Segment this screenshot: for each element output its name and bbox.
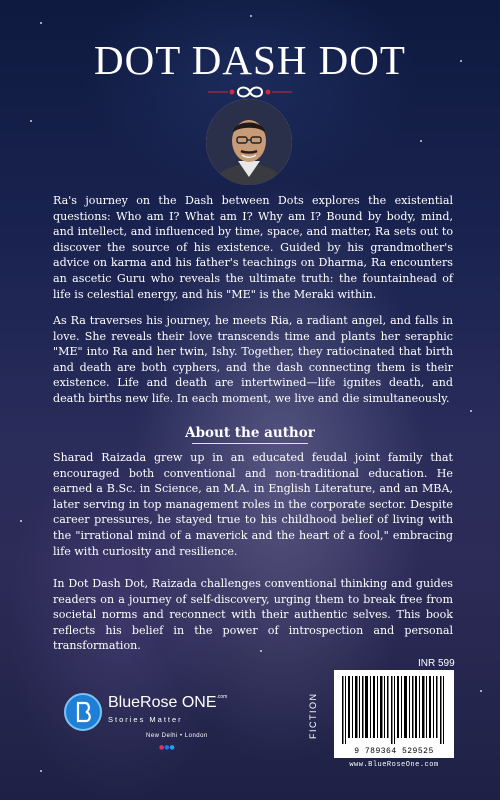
star (420, 140, 422, 142)
book-title: DOT DASH DOT (94, 37, 406, 83)
author-photo (206, 99, 292, 185)
isbn-number: 9 789364 529525 (354, 747, 434, 756)
infinity-logo-icon (208, 84, 292, 100)
about-author-heading: About the author (185, 425, 315, 441)
synopsis-paragraph-2: As Ra traverses his journey, he meets Ria, a radiant angel, and falls in love. She reveals their love transcends time and plants her seraphic "ME" into Ra and her twin, Ishy. Together, they ratiocinated that birth and death are both cyphers, and the dash connecting them is their existence. Life and death are intertwined—life ignites death, and death births new life. In each moment, we live and die simultaneously. (53, 314, 453, 405)
barcode (334, 670, 454, 758)
genre-label: FICTION (308, 692, 318, 740)
price-label: INR 599 (418, 658, 455, 669)
publisher-locations: New Delhi • London (146, 733, 208, 739)
star (30, 120, 32, 122)
publisher-name-text: BlueRose ONE (108, 694, 217, 711)
synopsis-paragraph-1: Ra's journey on the Dash between Dots explores the existential questions: Who am I? What am I? Why am I? Bound by body, mind, and intellect, and influenced by time, space, and matter, Ra sets out to discover the source of his existence. Guided by his grandmother's advice on karma and his father's teachings on Dharma, Ra encounters an ascetic Guru who reveals the ultimate truth: the fountainhead of life is celestial energy, and his "ME" is the Meraki within. (53, 194, 453, 301)
heading-underline (192, 443, 308, 444)
author-bio-paragraph-2: In Dot Dash Dot, Raizada challenges conventional thinking and guides readers on a journey of self-discovery, urging them to break free from societal norms and reconnect with their authentic selves. This book reflects his belief in the power of introspection and personal transformation. (53, 577, 453, 653)
star (40, 22, 42, 24)
star (250, 15, 252, 17)
star (480, 690, 482, 692)
star (20, 520, 22, 522)
publisher-name (108, 694, 227, 712)
barcode-icon (334, 670, 454, 746)
publisher-suffix: .com (216, 694, 228, 700)
bluerose-logo-icon (64, 693, 102, 731)
publisher-tagline: Stories Matter (108, 715, 183, 724)
star (40, 770, 42, 772)
star (470, 410, 472, 412)
publisher-website: www.BlueRoseOne.com (349, 761, 439, 769)
author-bio-paragraph-1: Sharad Raizada grew up in an educated feudal joint family that encouraged both conventional and non-traditional education. He earned a B.Sc. in Science, an M.A. in English Literature, and an MBA, later serving in top management roles in the corporate sector. Despite career pressures, he stayed true to his childhood belief of living with the "irrational mind of a maverick and the heart of a fool," embracing life with curiosity and resilience. (53, 451, 453, 558)
social-icons: ●●● (159, 744, 175, 751)
